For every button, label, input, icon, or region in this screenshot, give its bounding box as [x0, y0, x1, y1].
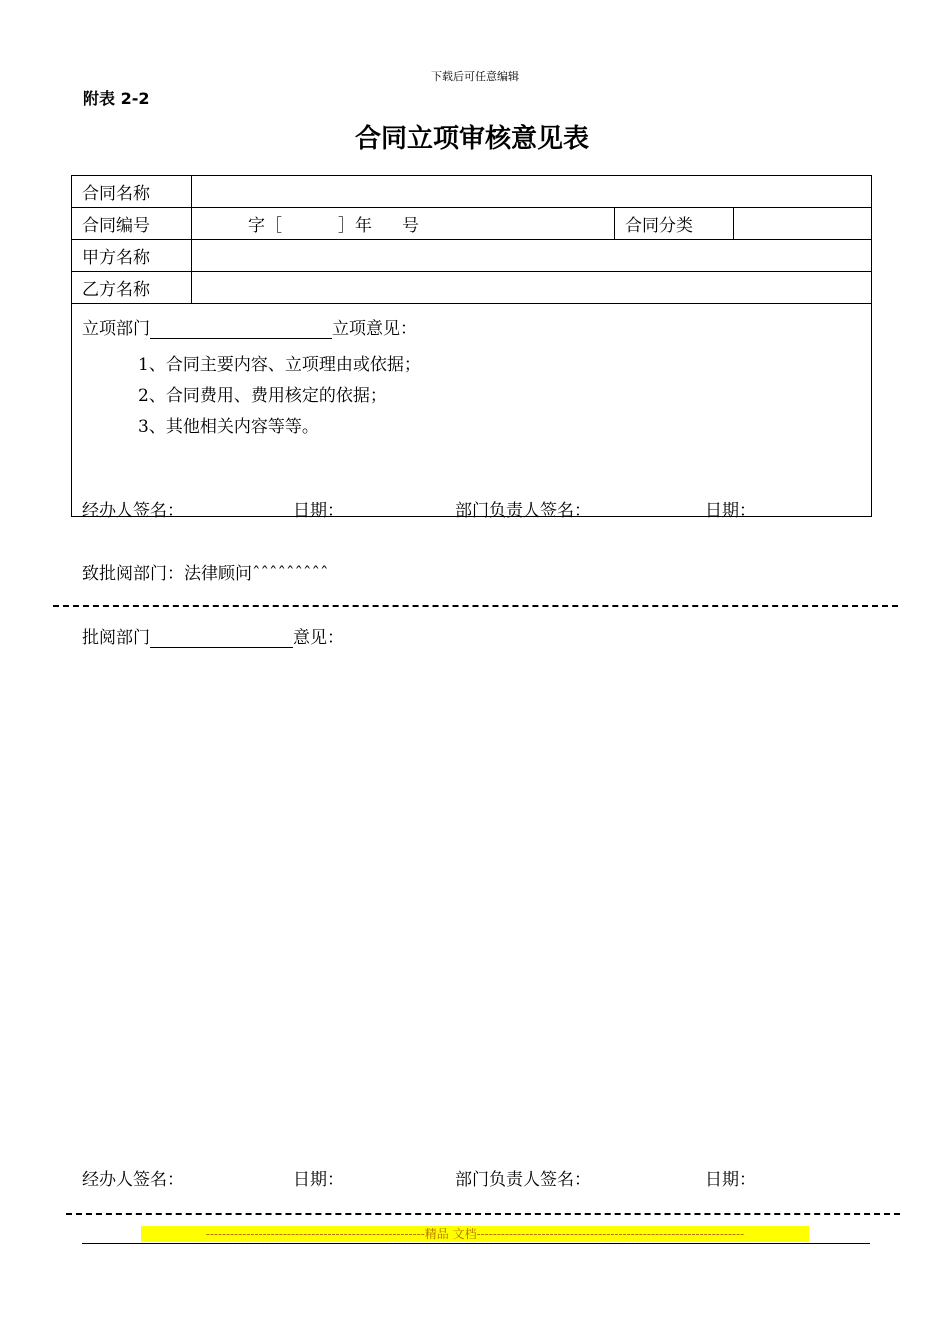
row-contract-name	[72, 176, 872, 208]
project-opinion-cell	[72, 304, 872, 521]
header-note: 下载后可任意编辑	[431, 70, 519, 83]
row-contract-no	[72, 208, 872, 240]
row-party-a	[72, 240, 872, 272]
dashed-divider	[53, 605, 898, 607]
contract-no-label: 合同编号	[72, 208, 192, 240]
review-dept-blank[interactable]	[150, 629, 293, 648]
date-label: 日期：	[293, 501, 344, 521]
project-opinion-label: 立项意见：	[332, 319, 417, 339]
project-dept-label: 立项部门	[82, 319, 150, 339]
contract-name-field[interactable]	[192, 176, 872, 208]
opinion-item: 1、合同主要内容、立项理由或依据；	[138, 355, 421, 375]
party-a-label: 甲方名称	[72, 240, 192, 272]
party-a-field[interactable]	[192, 240, 872, 272]
opinion-item: 3、其他相关内容等等。	[138, 417, 319, 437]
party-b-field[interactable]	[192, 272, 872, 304]
opinion-item: 2、合同费用、费用核定的依据；	[138, 386, 387, 406]
party-b-label: 乙方名称	[72, 272, 192, 304]
review-opinion-label: 意见：	[293, 628, 344, 648]
form-title: 合同立项审核意见表	[354, 124, 589, 154]
date-label: 日期：	[705, 501, 756, 521]
dept-head-sign-label: 部门负责人签名：	[455, 1170, 591, 1190]
table-sign-row	[72, 496, 872, 521]
contract-no-year: ］年	[338, 216, 372, 236]
project-dept-blank[interactable]	[150, 320, 332, 339]
dashed-divider	[66, 1213, 900, 1215]
contract-type-field[interactable]	[734, 208, 872, 240]
footer-rule	[82, 1243, 870, 1244]
appendix-label: 附表 2-2	[83, 89, 150, 108]
date-label: 日期：	[705, 1170, 756, 1190]
to-review-dept: 致批阅部门：法律顾问ˆˆˆˆˆˆˆˆˆ	[82, 564, 329, 584]
row-project-opinion	[72, 304, 872, 517]
contract-no-hao: 号	[402, 216, 419, 236]
row-party-b	[72, 272, 872, 304]
contract-no-zi: 字［	[248, 216, 282, 236]
bottom-sign-row	[82, 1165, 882, 1190]
contract-type-label: 合同分类	[615, 208, 734, 240]
contract-name-label: 合同名称	[72, 176, 192, 208]
review-dept-line	[82, 623, 344, 648]
opinion-items	[138, 350, 421, 443]
handler-sign-label: 经办人签名：	[82, 1170, 184, 1190]
dept-head-sign-label: 部门负责人签名：	[455, 501, 591, 521]
project-dept-line	[82, 314, 417, 339]
contract-form-table	[71, 175, 872, 521]
contract-no-field[interactable]	[192, 208, 615, 240]
review-dept-label: 批阅部门	[82, 628, 150, 648]
footer-band: ------------------------------------------------------精品 文档------------------------------------------------------------------	[141, 1226, 809, 1242]
handler-sign-label: 经办人签名：	[82, 501, 184, 521]
date-label: 日期：	[293, 1170, 344, 1190]
